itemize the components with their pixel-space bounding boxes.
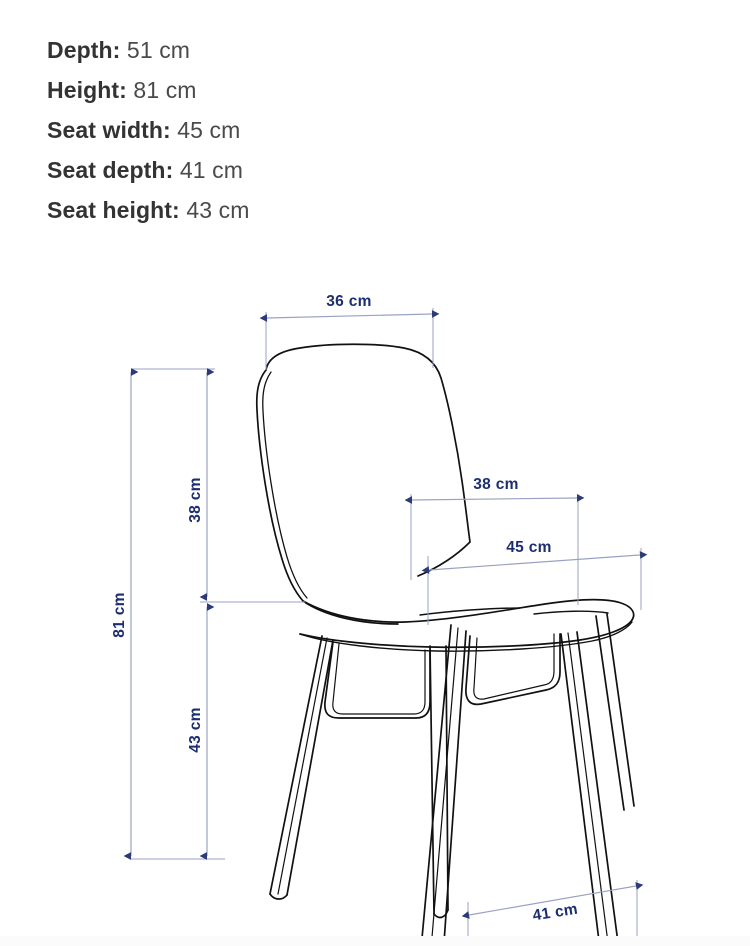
leg-rear-left-foot <box>270 894 287 899</box>
spec-row-height <box>47 70 687 110</box>
leg-rear-right-inner <box>446 646 448 910</box>
backrest-bottom-curve <box>303 601 398 624</box>
leg-crossbar-rear <box>325 642 430 718</box>
spec-label-seat-width: Seat width: <box>47 117 171 143</box>
backrest-left-edge-inner <box>263 372 307 598</box>
dimension-38cm-horizontal <box>411 476 578 605</box>
spec-row-seat-depth <box>47 150 687 190</box>
spec-label-height: Height: <box>47 77 127 103</box>
seat-crease-right <box>534 611 608 614</box>
leg-rear-left-outer <box>270 636 322 894</box>
leg-rear-right-outer <box>430 646 434 914</box>
backrest-outline <box>266 344 470 576</box>
spec-label-seat-height: Seat height: <box>47 197 180 223</box>
dimension-label-41cm: 41 cm <box>531 900 580 925</box>
spec-label-seat-depth: Seat depth: <box>47 157 174 183</box>
seat-crease <box>420 608 520 615</box>
dimension-line-36 <box>267 314 432 318</box>
leg-front-left-edge <box>422 628 458 946</box>
chair-illustration <box>257 344 634 946</box>
spec-value-depth: 51 cm <box>126 37 191 63</box>
spec-value-height: 81 cm <box>133 77 197 103</box>
dimension-36cm <box>266 293 433 370</box>
dimension-label-38cm-vertical: 38 cm <box>187 477 204 523</box>
spec-label-depth: Depth: <box>47 37 121 63</box>
chair-drawing-svg <box>0 250 750 946</box>
leg-rear-left-edge <box>278 638 327 894</box>
spec-value-seat-width: 45 cm <box>177 117 241 143</box>
leg-rear-far-inner <box>607 614 634 806</box>
seat-top-outline <box>300 600 634 648</box>
dimension-81cm <box>111 369 225 859</box>
spec-value-seat-height: 43 cm <box>186 197 250 223</box>
dimension-43cm <box>187 607 207 856</box>
specification-list <box>47 30 687 230</box>
dimension-label-81cm: 81 cm <box>111 592 128 638</box>
dimension-label-45cm: 45 cm <box>506 539 552 556</box>
dimension-annotations <box>111 293 641 946</box>
leg-crossbar-rear-inner <box>333 644 425 714</box>
dimension-label-36cm: 36 cm <box>326 293 372 310</box>
spec-row-seat-width <box>47 110 687 150</box>
chair-dimension-drawing <box>0 250 750 946</box>
bottom-divider <box>0 936 750 946</box>
dimension-label-43cm: 43 cm <box>187 707 204 753</box>
leg-rear-far-outer <box>596 616 624 810</box>
dimension-line-45 <box>429 555 640 570</box>
leg-rear-left-inner <box>287 640 333 895</box>
spec-row-seat-height <box>47 190 687 230</box>
dimension-38cm-vertical <box>187 372 207 597</box>
dimension-label-38cm-horizontal: 38 cm <box>473 476 519 493</box>
leg-front-left-inner <box>436 631 466 946</box>
spec-value-seat-depth: 41 cm <box>179 157 243 183</box>
dimension-line-38-horizontal <box>412 498 577 500</box>
backrest-left-edge <box>257 370 303 601</box>
spec-row-depth <box>47 30 687 70</box>
